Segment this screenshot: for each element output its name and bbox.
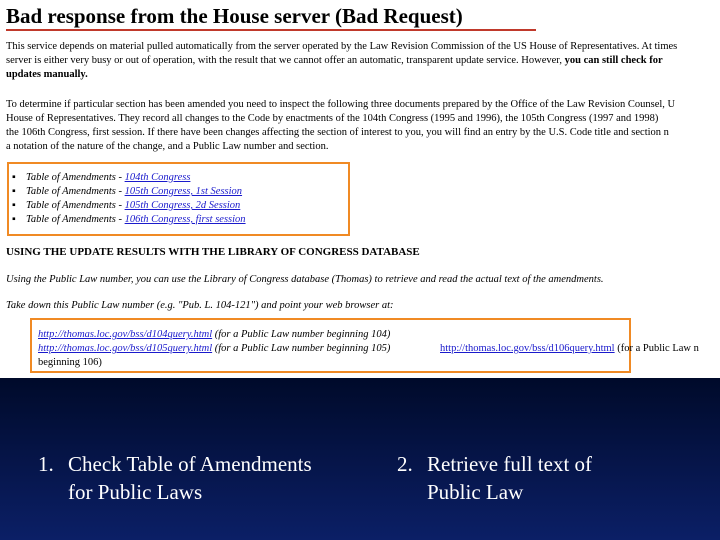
step-2-label: [397, 450, 592, 506]
intro-line-2-text: server is either very busy or out of operation, with the result that we cannot offer an automatic, transparent update service. However,: [6, 55, 565, 66]
amendment-link-105th-1st[interactable]: 105th Congress, 1st Session: [124, 186, 243, 197]
url-row-106: [440, 342, 699, 356]
intro-line-2: [6, 54, 663, 68]
loc-text: Using the Public Law number, you can use the Library of Congress database (Thomas) to retrieve and read the actual text of the amendments.: [6, 274, 604, 285]
amendment-link-105th-2d[interactable]: 105th Congress, 2d Session: [124, 200, 241, 211]
step-1-line-1: [38, 450, 312, 478]
para2-line-4: a notation of the nature of the change, and a Public Law number and section.: [6, 141, 329, 152]
amendment-prefix: Table of Amendments -: [26, 200, 125, 211]
amendment-prefix: Table of Amendments -: [26, 214, 125, 225]
url-link-105[interactable]: http://thomas.loc.gov/bss/d105query.html: [38, 343, 213, 354]
amendment-item: [26, 200, 240, 211]
url-link-104[interactable]: http://thomas.loc.gov/bss/d104query.html: [38, 329, 213, 340]
intro-line-2-bold: you can still check for: [564, 55, 663, 66]
amendment-link-104th[interactable]: 104th Congress: [124, 172, 191, 183]
take-down-text: Take down this Public Law number (e.g. "Pub. L. 104-121") and point your web browser at:: [6, 300, 394, 311]
amendment-link-106th[interactable]: 106th Congress, first session: [124, 214, 246, 225]
url-row-104: [38, 328, 390, 342]
step-1-number: 1.: [38, 452, 54, 476]
para2-line-2: House of Representatives. They record all changes to the Code by enactments of the 104th Congress (1995 and 1996), the 105th Congress (1997 and 1998): [6, 113, 659, 124]
step-2-number: 2.: [397, 452, 413, 476]
url-row-105: [38, 342, 390, 356]
intro-line-3: [6, 68, 88, 82]
intro-line-3-bold: updates manually.: [6, 69, 88, 80]
url-note-105: (for a Public Law number beginning 105): [212, 343, 391, 354]
intro-line-1: This service depends on material pulled automatically from the server operated by the Law Revision Commission of the US House of Representatives. At times: [6, 41, 678, 52]
amendment-prefix: Table of Amendments -: [26, 172, 125, 183]
url-106-continuation: beginning 106): [38, 357, 102, 368]
para2-line-3: the 106th Congress, first session. If there have been changes affecting the section of interest to you, you will find an entry by the U.S. Code title and section n: [6, 127, 669, 138]
amendment-prefix: Table of Amendments -: [26, 186, 125, 197]
step-1-label: [38, 450, 312, 506]
step-1-text: Check Table of Amendments: [68, 452, 312, 476]
amendment-item: [26, 172, 190, 183]
section-heading: USING THE UPDATE RESULTS WITH THE LIBRARY OF CONGRESS DATABASE: [6, 246, 420, 258]
step-2-text: Retrieve full text of: [427, 452, 593, 476]
url-note-106: (for a Public Law n: [614, 343, 699, 354]
url-link-106[interactable]: http://thomas.loc.gov/bss/d106query.html: [440, 343, 615, 354]
page-title: Bad response from the House server (Bad Request): [6, 4, 463, 28]
step-2-line-2: Public Law: [427, 480, 524, 504]
para2-line-1: To determine if particular section has been amended you need to inspect the following three documents prepared by the Office of the Law Revision Counsel, U: [6, 99, 676, 110]
title-underline: [6, 29, 536, 31]
step-1-line-2: for Public Laws: [68, 480, 203, 504]
amendment-item: [26, 186, 242, 197]
step-2-line-1: [397, 450, 592, 478]
url-note-104: (for a Public Law number beginning 104): [212, 329, 391, 340]
amendment-item: [26, 214, 246, 225]
slide-footer: [0, 378, 720, 540]
